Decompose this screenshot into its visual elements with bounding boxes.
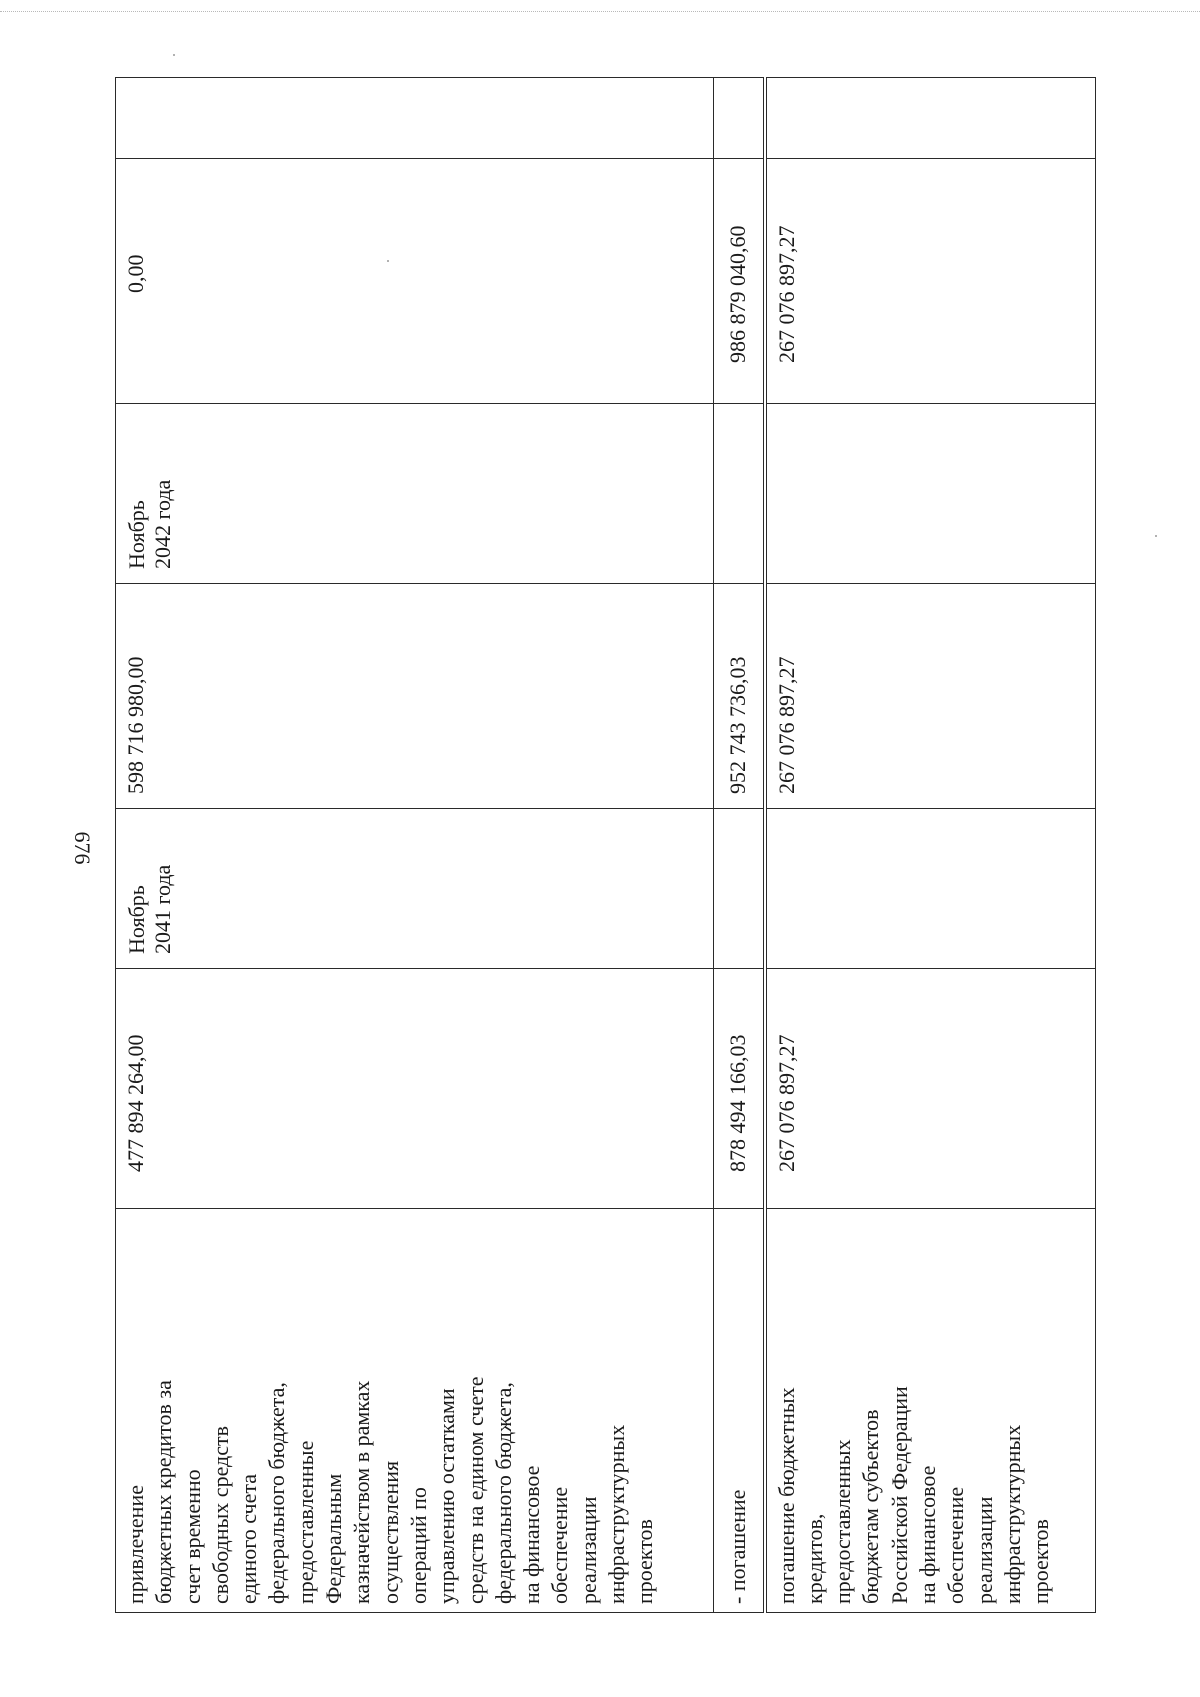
table-row: [714, 78, 765, 1613]
label-line: инфраструктурных: [999, 1424, 1025, 1604]
label-line: осуществления: [377, 1460, 403, 1604]
label-line: погашение бюджетных: [773, 1387, 799, 1604]
page-number: 676: [70, 831, 95, 865]
label-line: Российской Федерации: [886, 1386, 912, 1604]
date-cell: [116, 809, 714, 969]
label-line: федерального бюджета,: [490, 1382, 516, 1604]
label-line: свободных средств: [207, 1425, 233, 1604]
label-line: казначейством в рамках: [349, 1380, 375, 1604]
amount-cell: 477 894 264,00: [116, 969, 714, 1209]
date-cell: [765, 809, 1096, 969]
table-row: [116, 78, 714, 1613]
label-line: привлечение: [123, 1485, 148, 1604]
label-line: проектов: [1028, 1519, 1054, 1604]
amount-cell: 878 494 166,03: [714, 969, 765, 1209]
date-month: Ноябрь: [124, 885, 149, 954]
label-line: единого счета: [236, 1474, 262, 1604]
label-line: бюджетам субъектов: [858, 1409, 884, 1604]
date-year: 2042 года: [150, 479, 175, 569]
label-line: бюджетных кредитов за: [151, 1380, 177, 1604]
label-line: инфраструктурных: [604, 1424, 630, 1604]
label-line: Федеральным: [321, 1473, 347, 1604]
label-line: обеспечение: [547, 1486, 573, 1604]
scan-speck: [173, 54, 175, 56]
label-line: операций по: [405, 1487, 431, 1604]
rotated-table-container: [115, 78, 1095, 1613]
label-line: на финансовое: [914, 1465, 940, 1604]
label-line: управлению остатками: [434, 1388, 460, 1604]
label-line: обеспечение: [943, 1486, 969, 1604]
amount-cell: 267 076 897,27: [765, 969, 1096, 1209]
amount-cell: 267 076 897,27: [765, 584, 1096, 809]
label-line: предоставленные: [292, 1440, 318, 1604]
table-row: [765, 78, 1096, 1613]
amount-cell: 598 716 980,00: [116, 584, 714, 809]
amount-cell: 986 879 040,60: [714, 159, 765, 404]
label-line: предоставленных: [830, 1439, 856, 1604]
label-line: - погашение: [725, 1489, 750, 1604]
label-line: реализации: [575, 1496, 601, 1604]
empty-cell: [116, 78, 714, 159]
amount-cell: 952 743 736,03: [714, 584, 765, 809]
scan-top-edge: [0, 11, 1200, 12]
date-cell: [765, 404, 1096, 584]
row-label-cell: [765, 1209, 1096, 1613]
date-cell: [116, 404, 714, 584]
empty-cell: [765, 78, 1096, 159]
label-line: кредитов,: [801, 1513, 827, 1604]
amount-cell: 267 076 897,27: [765, 159, 1096, 404]
scan-speck: [1155, 535, 1157, 537]
label-line: проектов: [632, 1519, 658, 1604]
empty-cell: [714, 78, 765, 159]
label-line: средств на едином счете: [462, 1376, 488, 1604]
label-line: федерального бюджета,: [264, 1382, 290, 1604]
date-month: Ноябрь: [124, 500, 149, 569]
row-label-cell: [116, 1209, 714, 1613]
label-line: счет временно: [179, 1469, 205, 1604]
budget-credits-table: [115, 77, 1096, 1613]
amount-cell: 0,00: [116, 159, 714, 404]
row-label-cell: [714, 1209, 765, 1613]
date-cell: [714, 404, 765, 584]
label-line: на финансовое: [519, 1465, 545, 1604]
date-year: 2041 года: [150, 864, 175, 954]
label-line: реализации: [971, 1496, 997, 1604]
date-cell: [714, 809, 765, 969]
